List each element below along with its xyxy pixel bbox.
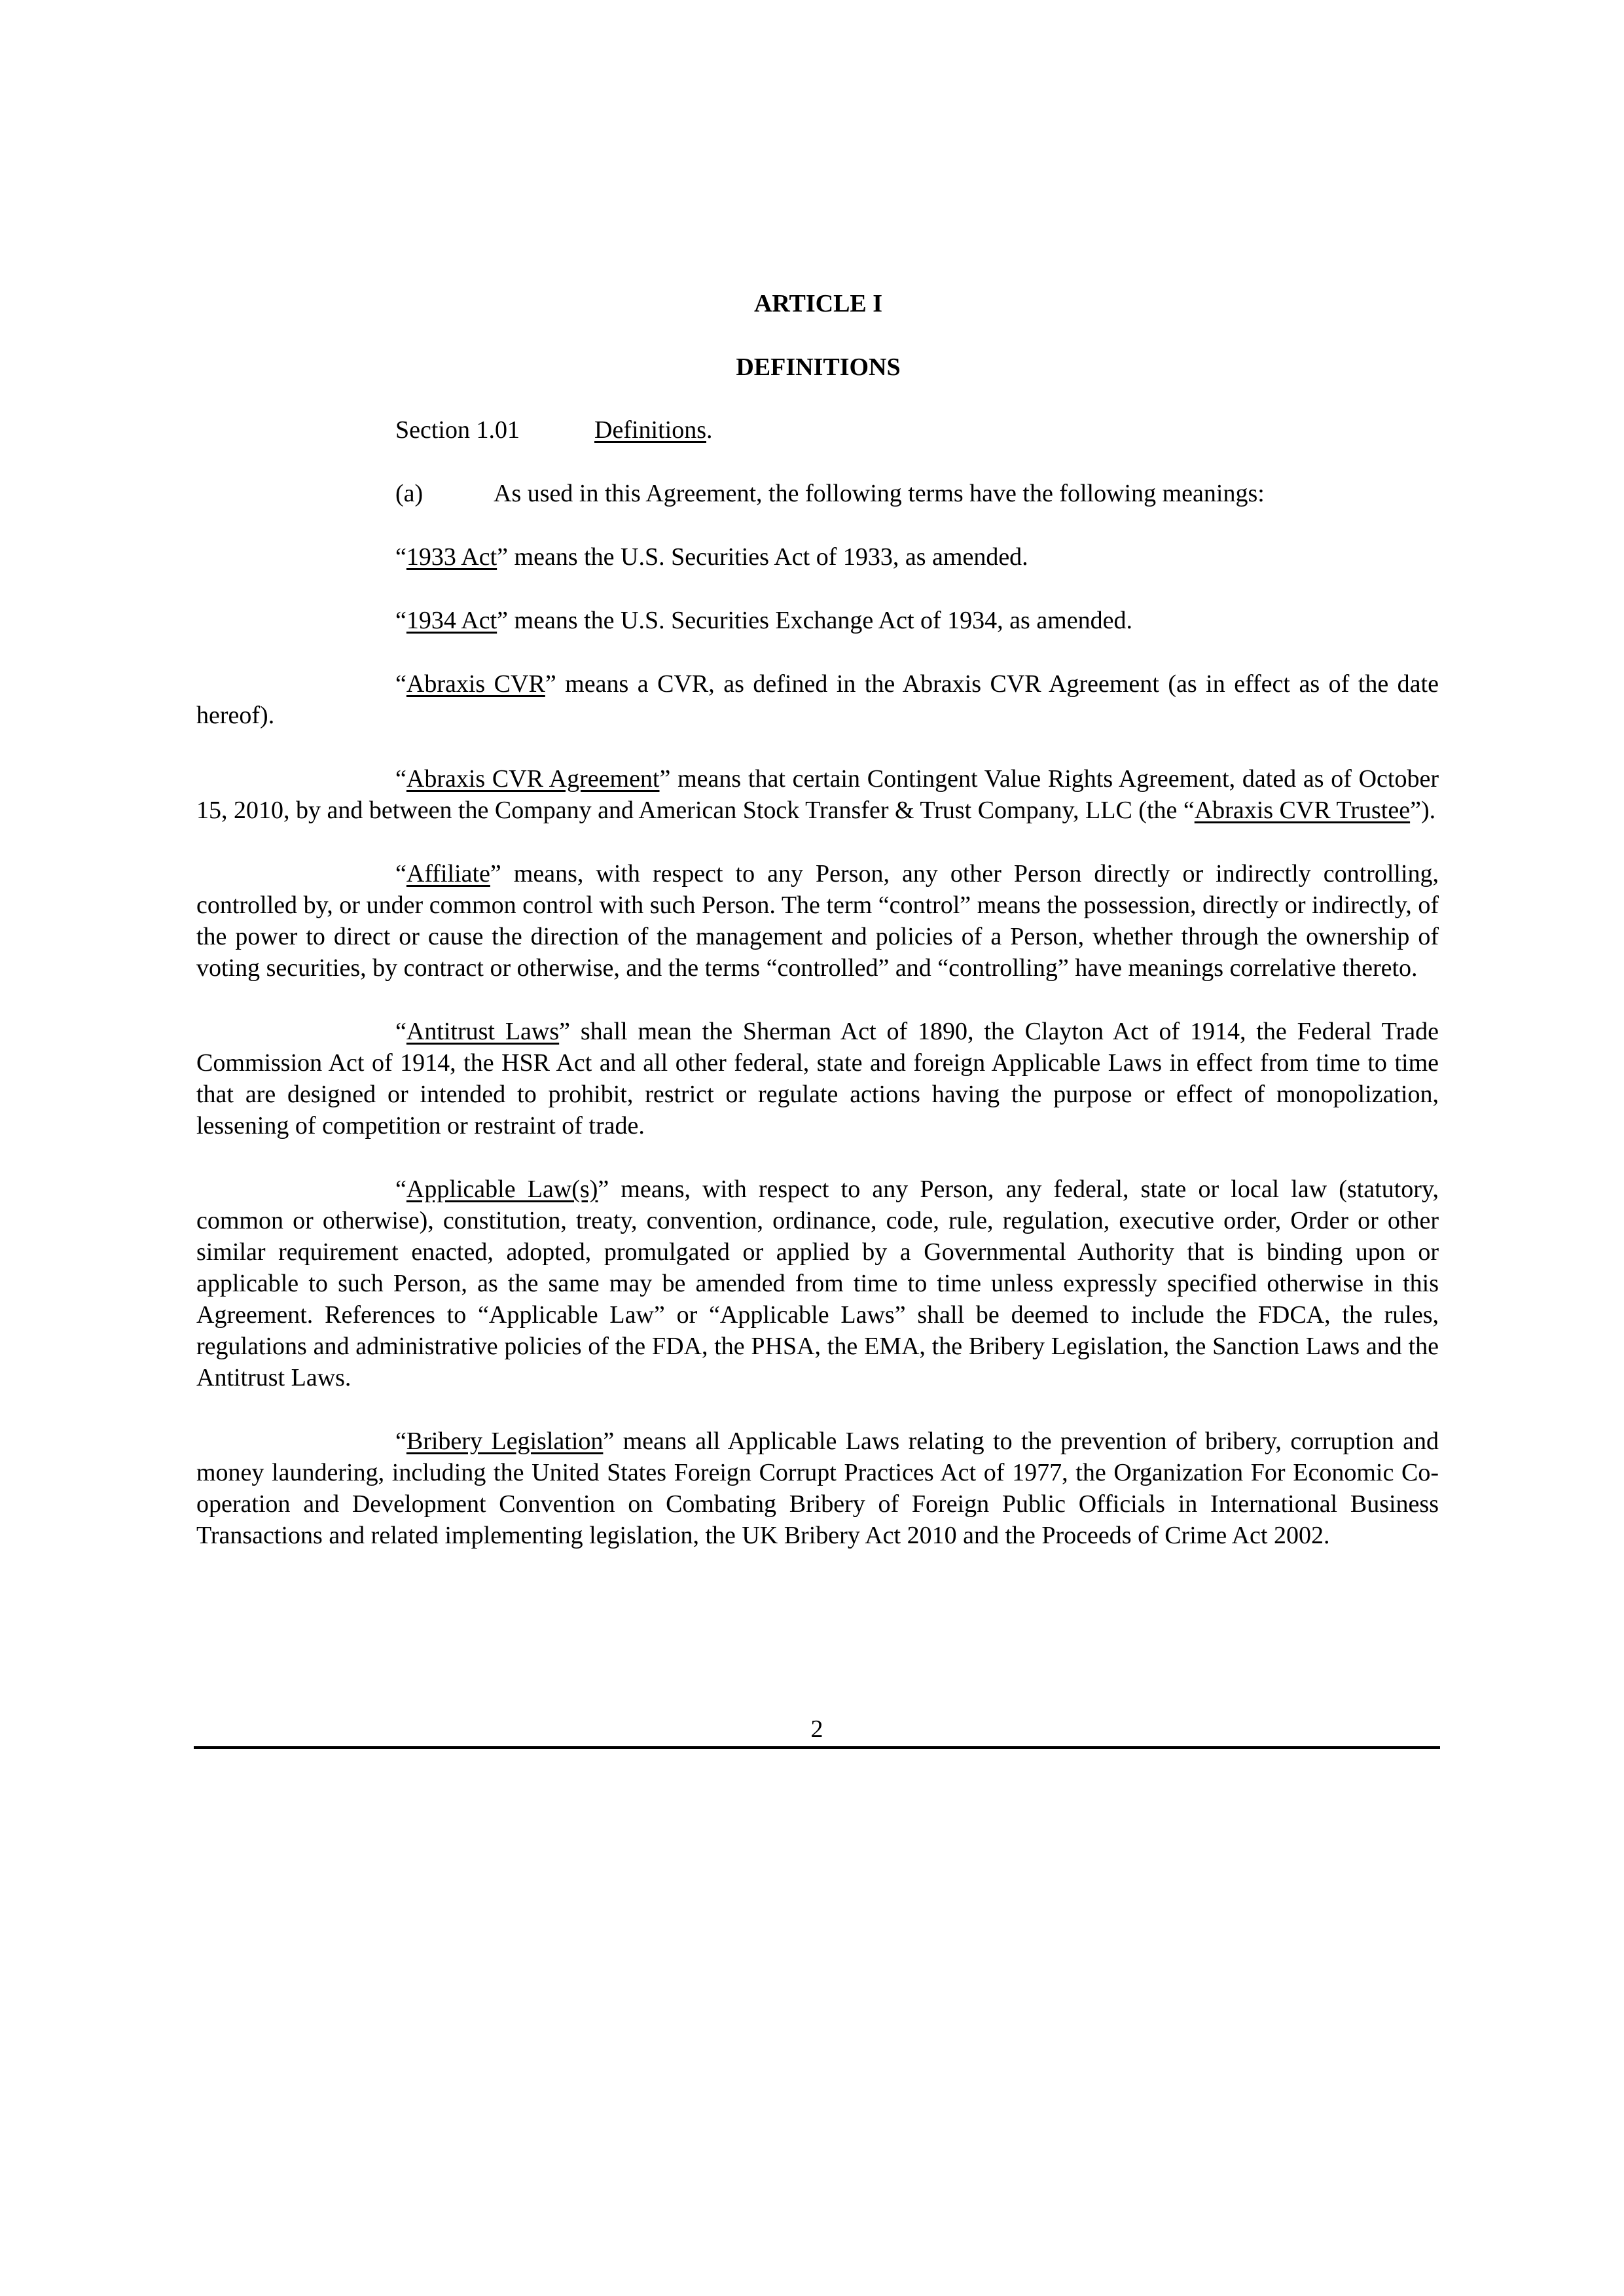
subsection-intro bbox=[196, 478, 1439, 509]
open-quote: “ bbox=[395, 765, 406, 793]
footer-rule bbox=[194, 1746, 1440, 1749]
page-footer bbox=[194, 1715, 1440, 1749]
definition-antitrust-laws bbox=[196, 1016, 1439, 1141]
definition-body: ” means all Applicable Laws relating to the prevention of bribery, corruption and money laundering, including the United States Foreign Corrupt Practices Act of 1977, the Organization For Economic Co-operation and Development Convention on Combating Bribery of Foreign Public Officials in International Business Transactions and related implementing legislation, the UK Bribery Act 2010 and the Proceeds of Crime Act 2002. bbox=[196, 1427, 1439, 1549]
definition-body: ” means, with respect to any Person, any federal, state or local law (statutory, common or otherwise), constitution, treaty, convention, ordinance, code, rule, regulation, executive order, Order or other similar requirement enacted, adopted, promulgated or applied by a Governmental Authority that is binding upon or applicable to such Person, as the same may be amended from time to time unless expressly specified otherwise in this Agreement. References to “Applicable Law” or “Applicable Laws” shall be deemed to include the FDCA, the rules, regulations and administrative policies of the FDA, the PHSA, the EMA, the Bribery Legislation, the Sanction Laws and the Antitrust Laws. bbox=[196, 1175, 1439, 1391]
defined-term: Abraxis CVR Agreement bbox=[406, 765, 660, 793]
definition-affiliate bbox=[196, 858, 1439, 984]
defined-term: Applicable Law(s) bbox=[406, 1175, 598, 1203]
definition-body: ” means a CVR, as defined in the Abraxis CVR Agreement (as in effect as of the date hereof). bbox=[196, 670, 1439, 729]
definition-body: ” means the U.S. Securities Exchange Act of 1934, as amended. bbox=[497, 607, 1132, 634]
open-quote: “ bbox=[395, 607, 406, 634]
section-title-suffix: . bbox=[706, 416, 713, 444]
definition-body: ” means that certain Contingent Value Rights Agreement, dated as of October 15, 2010, by and between the Company and American Stock Transfer & Trust Company, LLC (the “ bbox=[196, 765, 1439, 824]
article-title: ARTICLE I bbox=[753, 290, 883, 317]
open-quote: “ bbox=[395, 670, 406, 698]
defined-term: Affiliate bbox=[406, 860, 490, 888]
definition-body: ” means the U.S. Securities Act of 1933, as amended. bbox=[497, 543, 1028, 571]
definition-body: ” shall mean the Sherman Act of 1890, the Clayton Act of 1914, the Federal Trade Commission Act of 1914, the HSR Act and all other federal, state and foreign Applicable Laws in effect from time to time that are designed or intended to prohibit, restrict or regulate actions having the purpose or effect of monopolization, lessening of competition or restraint of trade. bbox=[196, 1018, 1439, 1139]
definition-body-end: ”). bbox=[1410, 797, 1436, 824]
open-quote: “ bbox=[395, 860, 406, 888]
page-number: 2 bbox=[810, 1715, 823, 1743]
definition-applicable-laws bbox=[196, 1174, 1439, 1393]
definition-1933-act bbox=[196, 541, 1439, 573]
section-heading bbox=[196, 414, 1439, 446]
open-quote: “ bbox=[395, 543, 406, 571]
defined-term: 1933 Act bbox=[406, 543, 497, 571]
definition-bribery-legislation bbox=[196, 1426, 1439, 1551]
section-title: Definitions bbox=[594, 416, 706, 444]
defined-term: Bribery Legislation bbox=[406, 1427, 604, 1455]
defined-term-secondary: Abraxis CVR Trustee bbox=[1194, 797, 1411, 824]
article-subtitle: DEFINITIONS bbox=[736, 353, 901, 381]
definition-1934-act bbox=[196, 605, 1439, 636]
open-quote: “ bbox=[395, 1018, 406, 1045]
definition-abraxis-cvr bbox=[196, 668, 1439, 731]
subsection-label: (a) bbox=[395, 480, 424, 507]
defined-term: Antitrust Laws bbox=[406, 1018, 560, 1045]
defined-term: Abraxis CVR bbox=[406, 670, 545, 698]
defined-term: 1934 Act bbox=[406, 607, 497, 634]
definition-body: ” means, with respect to any Person, any other Person directly or indirectly controlling, controlled by, or under common control with such Person. The term “control” means the possession, directly or indirectly, of the power to direct or cause the direction of the management and policies of a Person, whether through the ownership of voting securities, by contract or otherwise, and the terms “controlled” and “controlling” have meanings correlative thereto. bbox=[196, 860, 1439, 982]
open-quote: “ bbox=[395, 1427, 406, 1455]
subsection-text: As used in this Agreement, the following terms have the following meanings: bbox=[494, 480, 1265, 507]
open-quote: “ bbox=[395, 1175, 406, 1203]
section-number: Section 1.01 bbox=[395, 416, 520, 444]
definition-abraxis-cvr-agreement bbox=[196, 763, 1439, 826]
document-page bbox=[196, 288, 1439, 1583]
